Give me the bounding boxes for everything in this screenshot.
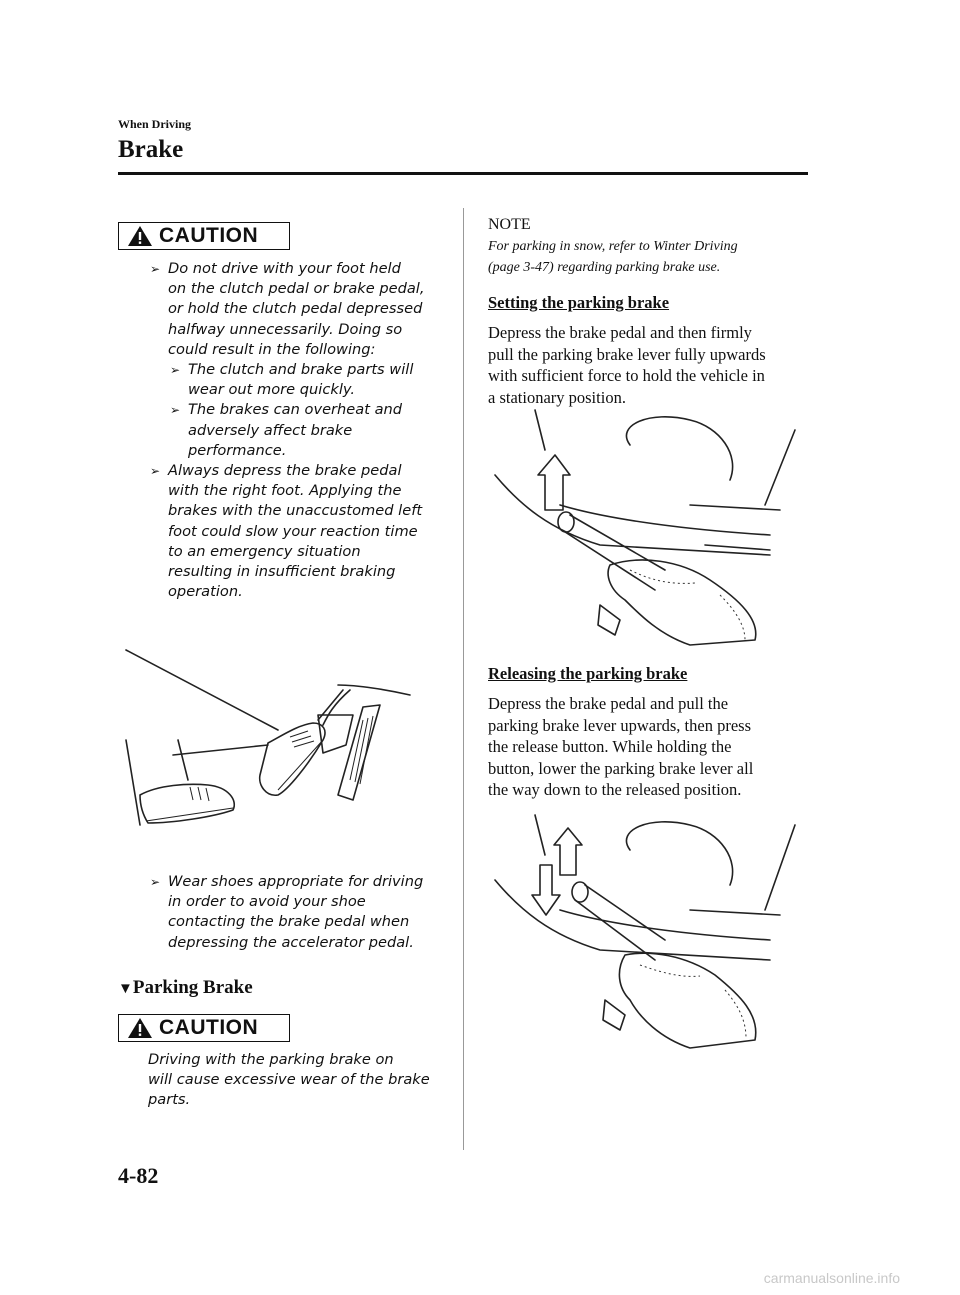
note-text bbox=[488, 237, 738, 278]
parking-brake-set-illustration bbox=[490, 405, 805, 650]
text-line: (page 3-47) regarding parking brake use. bbox=[488, 259, 721, 275]
title-rule bbox=[118, 172, 808, 175]
sub-list bbox=[168, 360, 458, 461]
setting-heading: Setting the parking brake bbox=[488, 293, 670, 312]
page-title: Brake bbox=[118, 136, 184, 163]
warning-triangle-icon bbox=[127, 1017, 153, 1039]
parking-brake-release-illustration bbox=[490, 810, 805, 1055]
text-line: wear out more quickly. bbox=[188, 381, 356, 399]
note-label: NOTE bbox=[488, 216, 531, 233]
warning-triangle-icon bbox=[127, 225, 153, 247]
page-number: 4-82 bbox=[118, 1163, 159, 1188]
text-line: brakes with the unaccustomed left bbox=[168, 502, 423, 520]
text-line: could result in the following: bbox=[168, 340, 376, 358]
parking-brake-heading bbox=[118, 977, 253, 999]
text-line: Wear shoes appropriate for driving bbox=[168, 873, 424, 890]
caution-item bbox=[150, 872, 458, 953]
heading-text: Parking Brake bbox=[132, 977, 253, 998]
text-line: the release button. While holding the bbox=[488, 737, 732, 756]
text-line: parking brake lever upwards, then press bbox=[488, 715, 751, 735]
text-line: on the clutch pedal or brake pedal, bbox=[168, 280, 425, 298]
caution-item bbox=[150, 461, 458, 602]
arrow-bullet-icon: ➢ bbox=[150, 875, 161, 889]
caution-2-text bbox=[148, 1050, 458, 1111]
text-line: contacting the brake pedal when bbox=[168, 913, 410, 931]
caution-sub-item bbox=[170, 400, 458, 461]
text-line: in order to avoid your shoe bbox=[168, 893, 366, 911]
arrow-bullet-icon: ➢ bbox=[170, 403, 181, 418]
text-line: foot could slow your reaction time bbox=[168, 522, 418, 540]
column-divider bbox=[463, 208, 464, 1150]
arrow-bullet-icon: ➢ bbox=[170, 363, 181, 378]
arrow-bullet-icon: ➢ bbox=[150, 262, 161, 276]
caution-box-2 bbox=[118, 1014, 290, 1042]
section-label: When Driving bbox=[118, 117, 192, 131]
caution-label: CAUTION bbox=[159, 1016, 259, 1039]
releasing-heading: Releasing the parking brake bbox=[488, 664, 688, 683]
text-line: adversely affect brake bbox=[188, 421, 353, 439]
text-line: pull the parking brake lever fully upwards bbox=[488, 344, 766, 364]
triangle-down-icon: ▼ bbox=[118, 981, 133, 997]
text-line: with the right foot. Applying the bbox=[168, 482, 402, 500]
text-line: Depress the brake pedal and then firmly bbox=[488, 323, 752, 342]
text-line: Depress the brake pedal and pull the bbox=[488, 694, 729, 713]
text-line: with sufficient force to hold the vehicle in bbox=[488, 366, 765, 385]
caution-label: CAUTION bbox=[159, 224, 259, 247]
caution-1-list bbox=[150, 259, 458, 602]
text-line: The brakes can overheat and bbox=[188, 401, 403, 419]
caution-item bbox=[150, 259, 458, 461]
text-line: resulting in insufficient braking bbox=[168, 563, 396, 581]
shoes-note bbox=[150, 872, 458, 953]
text-line: For parking in snow, refer to Winter Driving bbox=[488, 239, 738, 254]
arrow-bullet-icon: ➢ bbox=[150, 464, 161, 479]
text-line: the way down to the released position. bbox=[488, 780, 742, 799]
text-line: performance. bbox=[188, 441, 287, 459]
text-line: or hold the clutch pedal depressed bbox=[168, 300, 423, 318]
releasing-text bbox=[488, 693, 753, 801]
text-line: halfway unnecessarily. Doing so bbox=[168, 320, 403, 338]
text-line: operation. bbox=[168, 583, 243, 601]
text-line: The clutch and brake parts will bbox=[188, 361, 414, 379]
text-line: Driving with the parking brake on bbox=[148, 1051, 394, 1068]
caution-sub-item bbox=[170, 360, 458, 400]
text-line: parts. bbox=[148, 1091, 191, 1109]
text-line: Do not drive with your foot held bbox=[168, 260, 401, 277]
caution-box-1 bbox=[118, 222, 290, 250]
setting-text bbox=[488, 322, 766, 408]
text-line: to an emergency situation bbox=[168, 542, 361, 560]
pedal-illustration bbox=[118, 645, 418, 835]
text-line: depressing the accelerator pedal. bbox=[168, 933, 414, 951]
watermark: carmanualsonline.info bbox=[763, 1270, 900, 1286]
text-line: a stationary position. bbox=[488, 387, 626, 407]
text-line: will cause excessive wear of the brake bbox=[148, 1071, 430, 1089]
text-line: button, lower the parking brake lever all bbox=[488, 758, 754, 778]
text-line: Always depress the brake pedal bbox=[168, 462, 402, 480]
